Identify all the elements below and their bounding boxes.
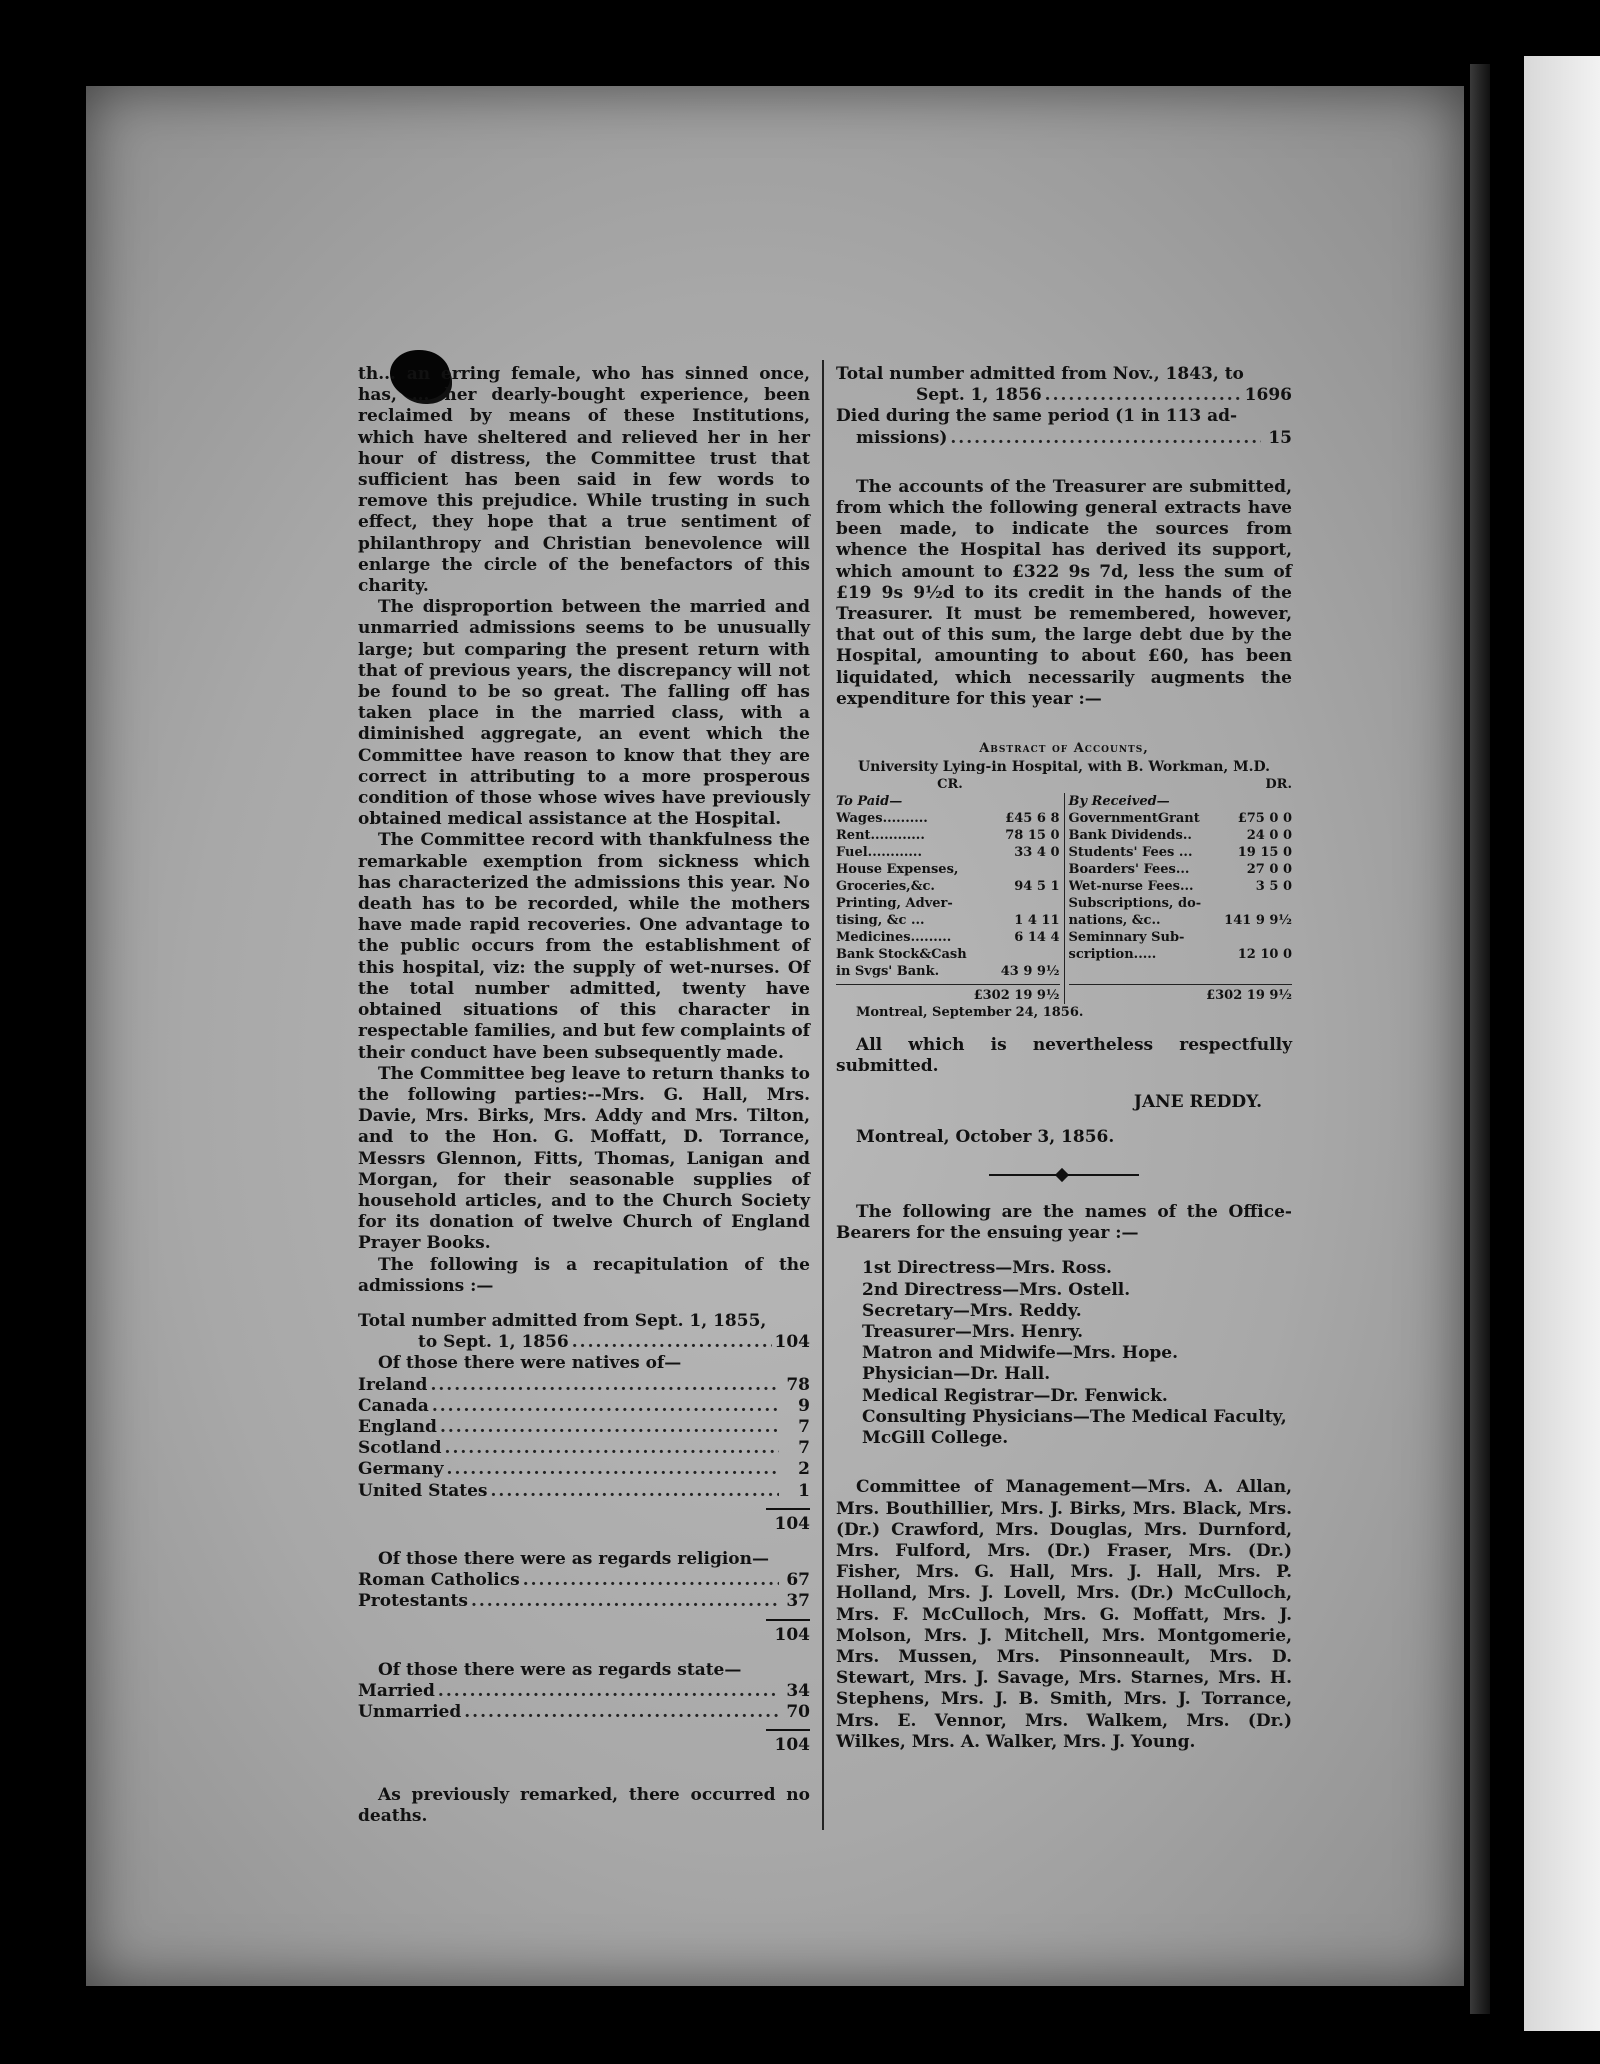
table-row: Medicines......... 6 14 4 (836, 930, 1060, 946)
page-edge-shadow (1470, 64, 1490, 2014)
table-row: scription..... 12 10 0 (1068, 947, 1292, 963)
paid-heading: To Paid— (836, 794, 903, 810)
closing-paragraph: As previously remarked, there occurred no deaths. (358, 1784, 810, 1826)
officers-list (836, 1258, 1292, 1449)
list-item: Consulting Physicians—The Medical Faculty, McGill College. (862, 1406, 1287, 1449)
intro-paragraph: th... an erring female, who has sinned once, has, ... her dearly-bought experience, been reclaimed by means of these Institutions, which have sheltered and relieved her in her hour of distress, the Committee trust that sufficient has been said in few words to remove this prejudice. While trusting in such effect, they hope that a true sentiment of philanthropy and Christian benevolence will enlarge the circle of the benefactors of this charity. (358, 364, 810, 597)
abstract-subtitle: University Lying-in Hospital, with B. Workman, M.D. (857, 759, 1271, 776)
accounts-table (836, 759, 1292, 1021)
stat-died-line1: Died during the same period (1 in 113 ad- (836, 406, 1238, 427)
state-heading: Of those there were as regards state— (378, 1659, 742, 1680)
recap-total-value: 104 (774, 1332, 810, 1353)
natives-total: 104 (774, 1513, 810, 1534)
table-row: Printing, Adver- (836, 896, 953, 912)
treasurer-paragraph: The accounts of the Treasurer are submitted, from which the following general extracts have been made, to indicate the sources from whence the Hospital has derived its support, which amount to £322 9s 7d, less the sum of £19 9s 9½d to its credit in the hands of the Treasurer. It must be remembered, however, that out of this sum, the large debt due by the Hospital, amounting to about £60, has been liquidated, which necessarily augments the expenditure for this year :— (836, 476, 1292, 709)
table-row: Bank Stock&Cash (836, 947, 967, 963)
dr-label: DR. (1265, 777, 1292, 793)
column-divider (822, 360, 824, 1830)
committee-paragraph: Committee of Management—Mrs. A. Allan, Mrs. Bouthillier, Mrs. J. Birks, Mrs. Black, Mrs. (Dr.) Crawford, Mrs. Douglas, Mrs. Durnford, Mrs. Fulford, Mrs. (Dr.) Fraser, Mrs. (Dr.) Fisher, Mrs. G. Hall, Mrs. J. Hall, Mrs. P. Holland, Mrs. J. Lovell, Mrs. (Dr.) McCulloch, Mrs. F. McCulloch, Mrs. G. Moffatt, Mrs. J. Molson, Mrs. J. Mitchell, Mrs. Montgomerie, Mrs. Mussen, Mrs. Pinsonneault, Mrs. D. Stewart, Mrs. J. Savage, Mrs. Starnes, Mrs. H. Stephens, Mrs. J. B. Smith, Mrs. J. Torrance, Mrs. E. Vennor, Mrs. Walkem, Mrs. (Dr.) Wilkes, Mrs. A. Walker, Mrs. J. Young. (836, 1477, 1292, 1752)
list-item: Physician—Dr. Hall. (862, 1364, 1051, 1385)
report-date: Montreal, October 3, 1856. (856, 1126, 1115, 1147)
right-column (836, 364, 1292, 1753)
recap-total-line2: to Sept. 1, 1856 (418, 1332, 569, 1353)
paid-side (836, 793, 1065, 1004)
list-item: England ..... 7 (358, 1417, 810, 1438)
table-row: Fuel............ 33 4 0 (836, 845, 1060, 861)
list-item: Secretary—Mrs. Reddy. (862, 1300, 1082, 1321)
list-item: Protestants ..... 37 (358, 1591, 810, 1612)
ornament-divider (989, 1170, 1139, 1180)
table-row: tising, &c ... 1 4 11 (836, 913, 1060, 929)
table-row: Wages.......... £45 6 8 (836, 811, 1060, 827)
list-item: Medical Registrar—Dr. Fenwick. (862, 1385, 1168, 1406)
table-row: Students' Fees ... 19 15 0 (1068, 845, 1292, 861)
list-item: Matron and Midwife—Mrs. Hope. (862, 1343, 1179, 1364)
stat-admitted-value: 1696 (1244, 385, 1292, 406)
sum-rule (766, 1508, 810, 1510)
signature: JANE REDDY. (1133, 1091, 1262, 1112)
list-item: Unmarried ..... 70 (358, 1702, 810, 1723)
cr-label: CR. (937, 777, 963, 793)
received-heading: By Received— (1068, 794, 1170, 810)
religion-total: 104 (774, 1624, 810, 1645)
list-item: Treasurer—Mrs. Henry. (862, 1322, 1084, 1343)
thanks-paragraph: The Committee beg leave to return thanks to the following parties:--Mrs. G. Hall, Mrs. Davie, Mrs. Birks, Mrs. Addy and Mrs. Tilton, and to the Hon. G. Moffatt, D. Torrance, Messrs Glennon, Fitts, Thomas, Lanigan and Morgan, for their seasonable supplies of household articles, and to the Church Society for its donation of twelve Church of England Prayer Books. (358, 1063, 810, 1254)
natives-heading: Of those there were natives of— (378, 1353, 682, 1374)
state-total: 104 (774, 1735, 810, 1756)
table-row: in Svgs' Bank. 43 9 9½ (836, 964, 1060, 980)
list-item: 1st Directress—Mrs. Ross. (862, 1258, 1112, 1279)
table-row: Bank Dividends.. 24 0 0 (1068, 828, 1292, 844)
received-total: £302 19 9½ (1069, 984, 1293, 1004)
table-row: Boarders' Fees... 27 0 0 (1068, 862, 1292, 878)
recap-total-row (358, 1332, 810, 1353)
list-item: Scotland ..... 7 (358, 1438, 810, 1459)
abstract-title: Abstract of Accounts, (979, 741, 1149, 757)
religion-heading: Of those there were as regards religion— (378, 1548, 769, 1569)
list-item: Ireland ..... 78 (358, 1375, 810, 1396)
submitted-text: All which is nevertheless respectfully submitted. (836, 1035, 1292, 1077)
stat-admitted-line1: Total number admitted from Nov., 1843, to (836, 364, 1244, 384)
paid-total: £302 19 9½ (836, 984, 1060, 1004)
table-row: GovernmentGrant £75 0 0 (1068, 811, 1292, 827)
table-row: Seminnary Sub- (1068, 930, 1185, 946)
table-row: Wet-nurse Fees... 3 5 0 (1068, 879, 1292, 895)
list-item: Germany ..... 2 (358, 1459, 810, 1480)
recap-total-block (358, 1311, 810, 1353)
stat-died-row: missions) ..... 15 (836, 428, 1292, 449)
list-item: United States ..... 1 (358, 1481, 810, 1502)
table-row: Rent............ 78 15 0 (836, 828, 1060, 844)
table-row: Subscriptions, do- (1068, 896, 1202, 912)
sum-rule (766, 1729, 810, 1731)
received-side (1065, 793, 1293, 1004)
stat-admitted-row: Sept. 1, 1856 ..... 1696 (836, 385, 1292, 406)
list-item: Canada ..... 9 (358, 1396, 810, 1417)
stat-died-value: 15 (1268, 427, 1292, 448)
list-item: 2nd Directress—Mrs. Ostell. (862, 1279, 1131, 1300)
disproportion-paragraph: The disproportion between the married and unmarried admissions seems to be unusually large; but comparing the present return with that of previous years, the discrepancy will not be found to be so great. The falling off has taken place in the married class, with a diminished aggregate, an event which the Committee have reason to know that they are correct in attributing to a more prosperous condition of those whose wives have previously obtained medical assistance at the Hospital. (358, 597, 810, 830)
list-item: Married ..... 34 (358, 1681, 810, 1702)
adjacent-page-strip (1524, 56, 1600, 2031)
natives-list (358, 1375, 810, 1502)
recap-total-line1: Total number admitted from Sept. 1, 1855, (358, 1310, 767, 1331)
left-column (358, 364, 810, 1827)
table-row: nations, &c.. 141 9 9½ (1068, 913, 1292, 929)
sum-rule (766, 1619, 810, 1621)
table-row: House Expenses, (836, 862, 959, 878)
accounts-headers (836, 776, 1292, 793)
recap-intro: The following is a recapitulation of the admissions :— (358, 1254, 810, 1296)
list-item: Roman Catholics ..... 67 (358, 1570, 810, 1591)
accounts-date: Montreal, September 24, 1856. (856, 1005, 1084, 1021)
officers-intro: The following are the names of the Office-Bearers for the ensuing year :— (836, 1202, 1292, 1244)
exemption-paragraph: The Committee record with thankfulness the remarkable exemption from sickness which has characterized the admissions this year. No death has to be recorded, while the mothers have made rapid recoveries. One advantage to the public occurs from the establishment of this hospital, viz: the supply of wet-nurses. Of the total number admitted, twenty have obtained situations of this character in respectable families, and but few complaints of their conduct have been subsequently made. (358, 830, 810, 1063)
table-row: Groceries,&c. 94 5 1 (836, 879, 1060, 895)
